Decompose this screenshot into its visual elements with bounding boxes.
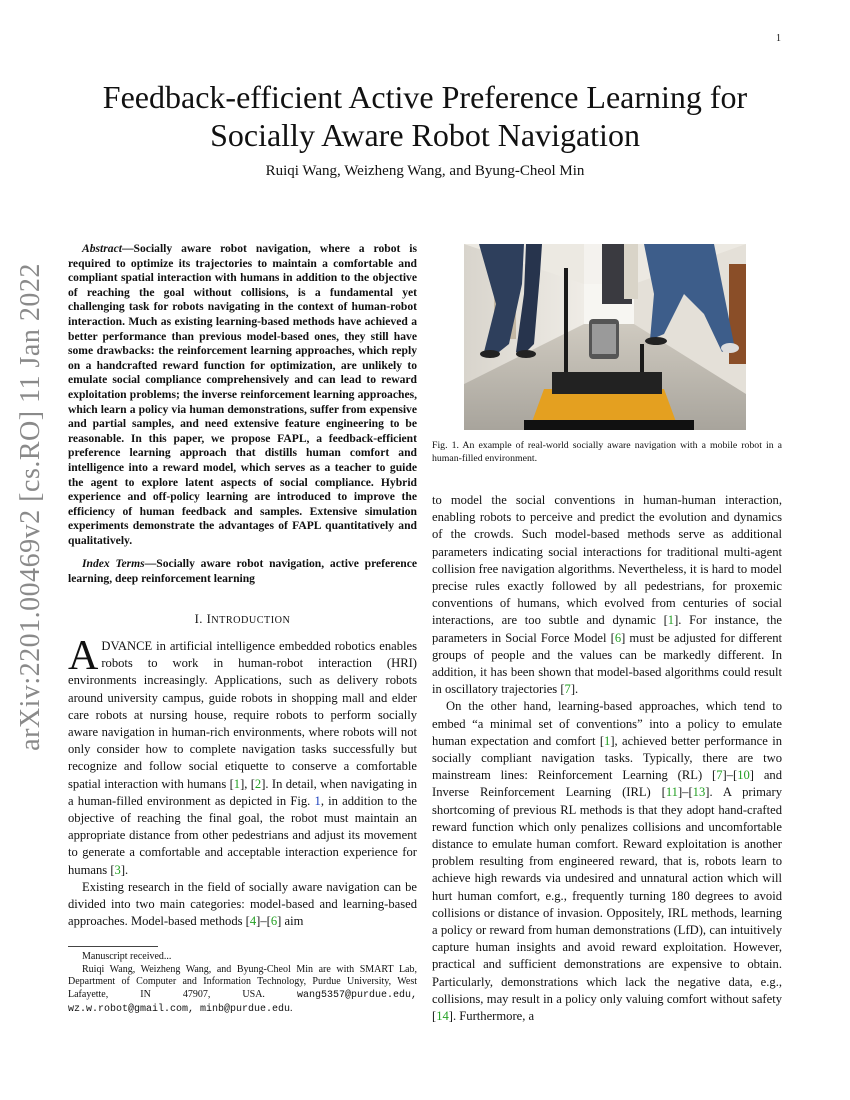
citation-link[interactable]: 6 [270, 914, 278, 929]
section-heading-introduction: I. INTRODUCTION [194, 612, 291, 626]
citation-link[interactable]: 6 [614, 630, 622, 645]
citation-link[interactable]: 3 [114, 862, 121, 877]
index-terms-label: Index Terms [82, 557, 145, 570]
citation-link[interactable]: 7 [564, 682, 571, 697]
citation-link[interactable]: 1 [604, 733, 611, 748]
introduction-body [68, 633, 418, 930]
paper-title [60, 78, 790, 154]
index-terms [68, 557, 417, 586]
footnote-emails: wang5357@purdue.edu, wz.w.robot@gmail.com, minb@purdue.edu [68, 990, 417, 1015]
intro-paragraph-1: ADVANCE in artificial intelligence embedded robotics enables robots to work in human-robot interaction (HRI) environments increasingly. Applications, such as delivery robots around university campus, guide robots in shopping mall and elder care robots at nursing house, require robots to perform socially aware navigation in human-rich environments, where robots will not only consider how to complete navigation tasks successfully but recognize and follow social etiquette to conserve a comfortable spatial interaction with humans [1], [2]. In detail, when navigating in a human-filled environment as depicted in Fig. 1, in addition to the objective of reaching the final goal, the robot must maintain an appropriate distance from other pedestrians and adjust its movement to generate a comfortable and acceptable interaction experience for humans [3]. [68, 633, 418, 877]
right-paragraph-1: to model the social conventions in human-human interaction, enabling robots to perceive and predict the evolution and dynamics of the crowds. Such model-based methods serve as additional parameters indicating social interactions for traditional multi-agent collision free navigation algorithms. Nevertheless, it is hard to model precise rules exactly followed by all pedestrians, for proxemic conventions of humans, which evolved from centuries of social interactions, are too subtle and dynamic [1]. For instance, the parameters in Social Force Model [6] must be adjusted for different groups of people and the values can be markedly different. In addition, it has been shown that model-based algorithms could result in oscillatory trajectories [7]. [432, 493, 782, 697]
intro-paragraph-2: Existing research in the field of socially aware navigation can be divided into two main categories: model-based and learning-based approaches. Model-based methods [4]–[6] aim [68, 879, 417, 929]
right-column-body [432, 492, 782, 1025]
arxiv-stamp-container [4, 263, 58, 751]
right-paragraph-2: On the other hand, learning-based approaches, which tend to embed “a minimal set of conventions” into a policy to emulate human expectation and comfort [1], achieved better performance in socially compliant navigation tasks. Typically, there are two mainstream lines: Reinforcement Learning (RL) [7]–[10] and Inverse Reinforcement Learning (IRL) [11]–[13]. A primary shortcoming of previous RL methods is that they adopt hand-crafted reward function which only penalizes collisions and uncomfortable distance to emulate human comfort. Reward exploitation is another problem resulting from engineered reward, that is, robots learn to achieve high rewards via undesired and unnatural action which will hurt human comfort, e.g., frequently turning 180 degrees to avoid collisions or distance of invasion. Oppositely, IRL methods, learning a policy or reward from human demonstrations (LfD), can intuitively capture human insights and avoid reward exploitation. However, practical and sufficient demonstrations are expensive to obtain. Particularly, demonstrations which lack the negative data, e.g., collisions, may result in a policy only valuing comfort without safety [14]. Furthermore, a [432, 699, 783, 1024]
figure-1-photo [464, 244, 746, 430]
figure-link[interactable]: 1 [314, 793, 321, 808]
arxiv-stamp: arXiv:2201.00469v2 [cs.RO] 11 Jan 2022 [15, 263, 46, 751]
footnote [68, 951, 417, 1017]
footnote-rule [68, 946, 158, 947]
footnote-affiliation: Ruiqi Wang, Weizheng Wang, and Byung-Cheol Min are with SMART Lab, Department of Computer and Information Technology, Purdue University, West Lafayette, IN 47907, USA. wang5357@purdue.edu, wz.w.robot@gmail.com, minb@purdue.edu. [68, 963, 417, 1015]
citation-link[interactable]: 13 [692, 785, 706, 800]
authors: Ruiqi Wang, Weizheng Wang, and Byung-Cheol Min [265, 163, 585, 179]
title-line-2: Socially Aware Robot Navigation [210, 117, 640, 153]
citation-link[interactable]: 10 [737, 768, 750, 783]
citation-link[interactable]: 11 [665, 785, 678, 800]
citation-link[interactable]: 7 [716, 768, 723, 783]
citation-link[interactable]: 2 [254, 776, 262, 791]
citation-link[interactable]: 1 [233, 776, 241, 791]
abstract-label: Abstract [82, 242, 122, 255]
abstract-text: —Socially aware robot navigation, where a robot is required to optimize its trajectories to maintain a comfortable and compliant spatial interaction with humans in addition to the objective of reaching the goal without collisions, is a fundamental yet challenging task for robots navigating in the context of human-robot interaction. Much as existing learning-based methods have achieved a better performance than previous model-based ones, they still have some drawbacks: the reinforcement learning approaches, which reply on a handcrafted reward function for optimization, are unlikely to emulate social compliance comprehensively and can lead to reward exploitation problems; the inverse reinforcement learning approaches, which learn a policy via human demonstrations, suffer from expensive and partial samples, and need extensive feature engineering to be reasonable. In this paper, we propose FAPL, a feedback-efficient preference learning approach that distills human comfort and intelligence into a reward model, which serves as a teacher to guide the agent to explore latent aspects of social compliance. Hybrid experience and off-policy learning are introduced to improve the efficiency of human feedback and samples. Extensive simulation experiments demonstrate the advantages of FAPL quantitatively and qualitatively. [68, 242, 417, 547]
title-line-1: Feedback-efficient Active Preference Learning for [102, 79, 748, 115]
abstract [68, 242, 417, 548]
index-terms-text: —Socially aware robot navigation, active preference learning, deep reinforcement learning [68, 557, 417, 585]
drop-cap: A [68, 633, 99, 679]
robot-hallway-photo-icon [464, 244, 746, 430]
citation-link[interactable]: 1 [667, 613, 675, 628]
figure-1-caption: Fig. 1. An example of real-world socially aware navigation with a mobile robot in a human-filled environment. [432, 440, 782, 464]
page-number: 1 [776, 33, 781, 44]
citation-link[interactable]: 4 [249, 914, 257, 929]
footnote-manuscript: Manuscript received... [82, 951, 172, 962]
citation-link[interactable]: 14 [436, 1009, 449, 1024]
